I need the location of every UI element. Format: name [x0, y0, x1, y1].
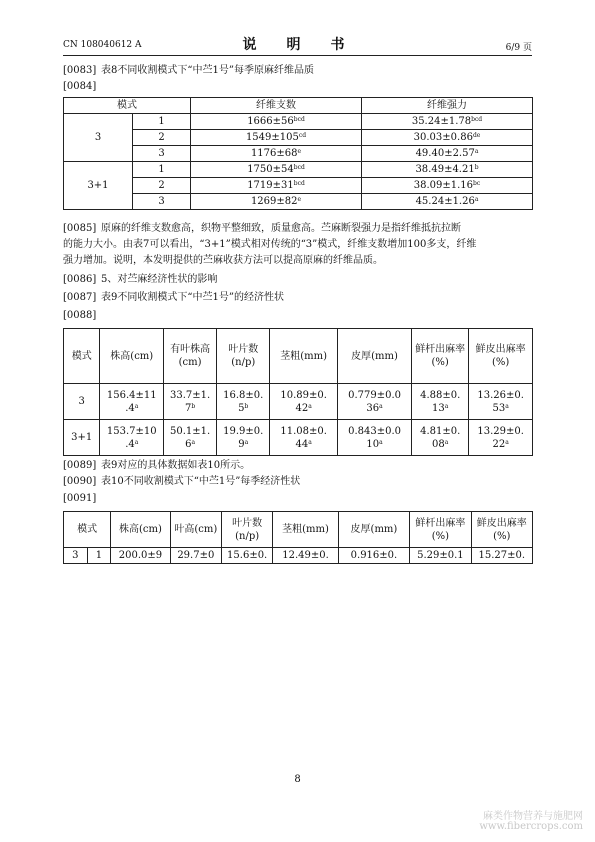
bark-fiber-rate-cell: 15.27±0.: [471, 548, 532, 564]
fiber-strength-cell: 38.49±4.21$^b$: [362, 162, 533, 178]
table-header-cell: 皮厚(mm): [338, 512, 409, 548]
paragraph-number: [0088]: [63, 310, 97, 321]
bark-thickness-cell: 0.843±0.0 10$^a$: [338, 420, 412, 456]
paragraph-0086: [63, 272, 217, 287]
stalk-fiber-rate-cell: 5.29±0.1: [410, 548, 471, 564]
table-row: [64, 114, 533, 130]
cut-number-cell: 2: [133, 178, 191, 194]
mode-cell: 3+1: [64, 162, 133, 210]
leaf-count-cell: 15.6±0.: [221, 548, 272, 564]
mode-cell: 3: [64, 548, 88, 564]
table-row: [64, 194, 533, 210]
table-header-cell: 鲜杆出麻率(%): [410, 512, 471, 548]
leaf-height-cell: 29.7±0: [170, 548, 221, 564]
paragraph-0091: [63, 491, 101, 506]
mode-cell: 3+1: [64, 420, 100, 456]
stalk-fiber-rate-cell: 4.81±0. 08$^a$: [412, 420, 469, 456]
table-header-cell: 茎粗(mm): [270, 329, 338, 384]
watermark-text: 麻类作物营养与施肥网: [483, 811, 583, 822]
table-header-cell: 株高(cm): [111, 512, 170, 548]
cut-number-cell: 3: [133, 194, 191, 210]
bark-thickness-cell: 0.779±0.0 36$^a$: [338, 384, 412, 420]
table-header-cell: 叶高(cm): [170, 512, 221, 548]
table-header-cell: 叶片数(n/p): [221, 512, 272, 548]
table-header-cell: 茎粗(mm): [273, 512, 338, 548]
table-header-cell: 纤维支数: [191, 98, 362, 114]
stem-diameter-cell: 11.08±0. 44$^a$: [270, 420, 338, 456]
bark-fiber-rate-cell: 13.26±0. 53$^a$: [469, 384, 533, 420]
document-title: 说 明 书: [242, 37, 353, 53]
paragraph-0088: [63, 308, 101, 323]
bark-fiber-rate-cell: 13.29±0. 22$^a$: [469, 420, 533, 456]
table-row: [64, 548, 533, 564]
paragraph-number: [0085]: [63, 223, 97, 234]
fiber-strength-cell: 35.24±1.78$^{bcd}$: [362, 114, 533, 130]
table-header-cell: 鲜皮出麻率(%): [471, 512, 532, 548]
paragraph-0090: [63, 474, 300, 489]
fiber-count-cell: $1176\pm 68^e$: [191, 146, 362, 162]
plant-height-cell: 200.0±9: [111, 548, 170, 564]
paragraph-number: [0086]: [63, 274, 97, 285]
leaf-count-cell: 19.9±0. 9$^a$: [217, 420, 270, 456]
cut-number-cell: 1: [87, 548, 111, 564]
table-header-row: [64, 98, 533, 114]
table-header-cell: 模式: [64, 512, 111, 548]
fiber-count-cell: $1666\pm 56^{bcd}$: [191, 114, 362, 130]
table-header-cell: 皮厚(mm): [338, 329, 412, 384]
table8-caption: 表8不同收割模式下“中苎1号”每季原麻纤维品质: [101, 65, 314, 76]
table10-caption: 表10不同收割模式下“中苎1号”每季经济性状: [101, 476, 301, 487]
paragraph-text-line: 的能力大小。由表7可以看出，“3+1”模式相对传统的“3”模式，纤维支数增加100多支，纤维: [63, 239, 477, 250]
page-number: 8: [294, 774, 301, 785]
paragraph-0084: [63, 79, 101, 94]
table-9: [63, 328, 533, 456]
paragraph-0087: [63, 290, 284, 305]
fiber-count-cell: $1549\pm 105^{cd}$: [191, 130, 362, 146]
table-header-cell: 模式: [64, 98, 191, 114]
cut-number-cell: 1: [133, 162, 191, 178]
paragraph-number: [0090]: [63, 476, 97, 487]
mode-cell: 3: [64, 114, 133, 162]
table-header-cell: 纤维强力: [362, 98, 533, 114]
fiber-count-cell: $1719\pm 31^{bcd}$: [191, 178, 362, 194]
table-header-row: [64, 512, 533, 548]
leaf-count-cell: 16.8±0. 5$^b$: [217, 384, 270, 420]
paragraph-number: [0091]: [63, 493, 97, 504]
table-header-cell: 株高(cm): [100, 329, 164, 384]
fiber-strength-cell: 49.40±2.57$^a$: [362, 146, 533, 162]
fiber-count-cell: $1269\pm 82^e$: [191, 194, 362, 210]
stem-diameter-cell: 10.89±0. 42$^a$: [270, 384, 338, 420]
table-header-row: [64, 329, 533, 384]
table-10: [63, 511, 533, 564]
page-header: [63, 34, 532, 54]
table-row: [64, 178, 533, 194]
page-indicator: 6/9 页: [505, 43, 532, 53]
leaf-height-cell: 33.7±1. 7$^b$: [164, 384, 217, 420]
cut-number-cell: 3: [133, 146, 191, 162]
paragraph-0085: [63, 221, 461, 236]
table-header-cell: 鲜杆出麻率(%): [412, 329, 469, 384]
table-row: [64, 162, 533, 178]
table-header-cell: 鲜皮出麻率(%): [469, 329, 533, 384]
table-8: [63, 97, 533, 210]
paragraph-number: [0084]: [63, 81, 97, 92]
paragraph-text: 表9对应的具体数据如表10所示。: [101, 460, 251, 471]
table9-caption: 表9不同收割模式下“中苎1号”的经济性状: [101, 292, 284, 303]
paragraph-number: [0083]: [63, 65, 97, 76]
leaf-height-cell: 50.1±1. 6$^a$: [164, 420, 217, 456]
table-row: [64, 420, 533, 456]
paragraph-number: [0089]: [63, 460, 97, 471]
section-heading: 5、对苎麻经济性状的影响: [101, 274, 218, 285]
plant-height-cell: 153.7±10 .4$^a$: [100, 420, 164, 456]
table-row: [64, 130, 533, 146]
table-row: [64, 146, 533, 162]
patent-number: CN 108040612 A: [63, 40, 142, 50]
table-row: [64, 384, 533, 420]
fiber-strength-cell: 30.03±0.86de: [362, 130, 533, 146]
cut-number-cell: 2: [133, 130, 191, 146]
table-header-cell: 模式: [64, 329, 100, 384]
fiber-count-cell: $1750\pm 54^{bcd}$: [191, 162, 362, 178]
paragraph-number: [0087]: [63, 292, 97, 303]
table-header-cell: 有叶株高(cm): [164, 329, 217, 384]
watermark-url: www.fibercrops.com: [479, 821, 583, 832]
paragraph-text-line: 强力增加。说明，本发明提供的苎麻收获方法可以提高原麻的纤维品质。: [63, 255, 383, 266]
header-divider: [63, 55, 532, 56]
fiber-strength-cell: 45.24±1.26$^a$: [362, 194, 533, 210]
bark-thickness-cell: 0.916±0.: [338, 548, 409, 564]
paragraph-0089: [63, 458, 250, 473]
plant-height-cell: 156.4±11 .4$^a$: [100, 384, 164, 420]
stalk-fiber-rate-cell: 4.88±0. 13$^a$: [412, 384, 469, 420]
table-header-cell: 叶片数(n/p): [217, 329, 270, 384]
mode-cell: 3: [64, 384, 100, 420]
stem-diameter-cell: 12.49±0.: [273, 548, 338, 564]
paragraph-0083: [63, 63, 314, 78]
paragraph-text-line: 原麻的纤维支数愈高，织物平整细致，质量愈高。苎麻断裂强力是指纤维抵抗拉断: [101, 223, 461, 234]
fiber-strength-cell: 38.09±1.16$^{bc}$: [362, 178, 533, 194]
cut-number-cell: 1: [133, 114, 191, 130]
